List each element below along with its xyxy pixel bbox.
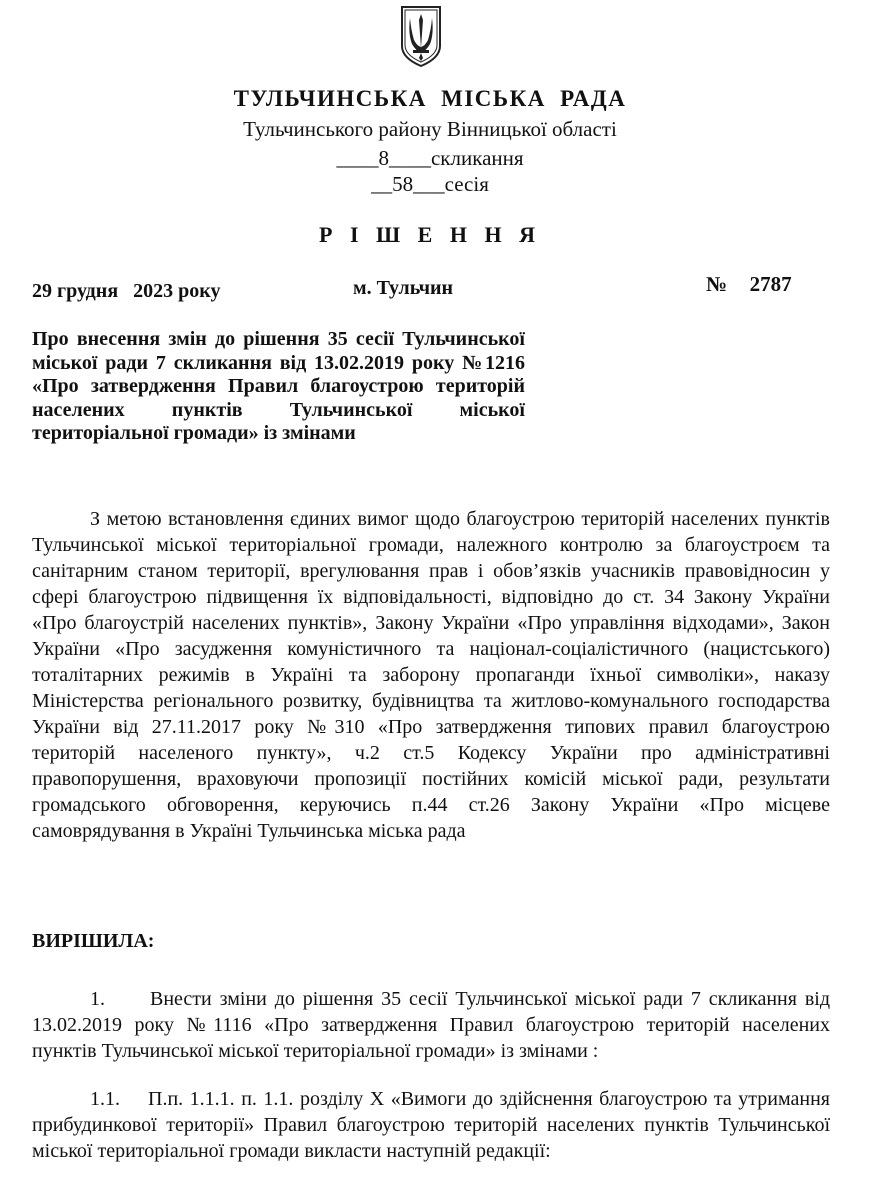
document-type-heading: Р І Ш Е Н Н Я — [319, 222, 541, 247]
resolution-item-1 — [32, 986, 830, 1064]
decision-date: 29 грудня 2023 року — [32, 280, 221, 302]
resolved-heading: ВИРІШИЛА: — [32, 930, 155, 952]
item-text: Внести зміни до рішення 35 сесії Тульчинської міської ради 7 скликання від 13.02.2019 року №1116 «Про затвердження Правил благоустрою територій населених пунктів Тульчинської міської територіальної громади» із змінами : — [32, 988, 830, 1062]
convocation-label: скликання — [430, 146, 524, 170]
item-text: П.п. 1.1.1. п. 1.1. розділу X «Вимоги до здійснення благоустрою та утримання прибудинкової території» Правил благоустрою територій населених пунктів Тульчинської міської територіальної громади викласти наступній редакції: — [32, 1088, 830, 1162]
convocation-number: ____8____ — [336, 146, 431, 170]
session-number: __58___ — [371, 172, 445, 196]
decision-city: м. Тульчин — [353, 277, 454, 299]
preamble-paragraph: З метою встановлення єдиних вимог щодо благоустрою територій населених пунктів Тульчинської міської територіальної громади, належного контролю за благоустроєм та санітарним станом території, врегулювання прав і обов’язків учасників правовідносин у сфері благоустрою підвищення їх відповідальності, відповідно до ст. 34 Закону України «Про благоустрій населених пунктів», Закону України «Про управління відходами», Закон України «Про засудження комуністичного та націонал-соціалістичного (нацистського) тоталітарних режимів в Україні та заборону пропаганди їхньої символіки», наказу Міністерства регіонального розвитку, будівництва та житлово-комунального господарства України від 27.11.2017 року №310 «Про затвердження типових правил благоустрою територій населеного пункту», ч.2 ст.5 Кодексу України про адміністративні правопорушення, враховуючи пропозиції постійних комісій міської ради, результати громадського обговорення, керуючись п.44 ст.26 Закону України «Про місцеве самоврядування в Україні Тульчинська міська рада — [32, 508, 830, 842]
item-number: 1. — [90, 988, 105, 1010]
convocation-line — [0, 146, 860, 171]
council-name: ТУЛЬЧИНСЬКА МІСЬКА РАДА — [233, 86, 627, 111]
session-label: сесія — [444, 172, 489, 196]
resolution-item-1-1 — [32, 1086, 830, 1164]
decision-number: № 2787 — [706, 272, 792, 296]
session-line — [0, 172, 860, 197]
item-number: 1.1. — [90, 1088, 120, 1110]
decision-subject: Про внесення змін до рішення 35 сесії Тульчинської міської ради 7 скликання від 13.02.2019 року №1216 «Про затвердження Правил благоустрою територій населених пунктів Тульчинської міської територіальної громади» із змінами — [32, 328, 525, 444]
coat-of-arms-icon — [399, 4, 443, 68]
district-name: Тульчинського району Вінницької області — [243, 117, 617, 141]
